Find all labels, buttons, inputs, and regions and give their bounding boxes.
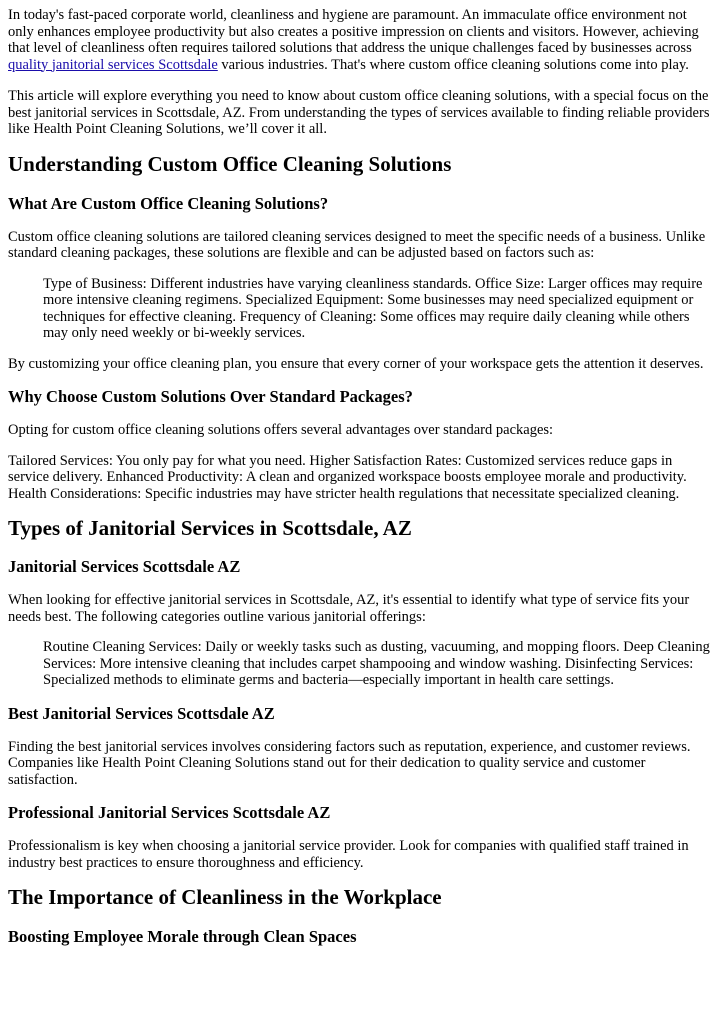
article <box>0 7 720 947</box>
heading-what-are: What Are Custom Office Cleaning Solutions? <box>8 193 329 213</box>
intro-text-after-link: various industries. That's where custom office cleaning solutions come into play. <box>217 56 689 73</box>
opting-paragraph: Opting for custom office cleaning solutions offers several advantages over standard packages: <box>8 422 554 438</box>
intro-text-before-link: In today's fast-paced corporate world, cleanliness and hygiene are paramount. An immaculate office environment not only enhances employee productivity but also creates a positive impression on clients and visitors. However, achieving that level of cleanliness often requires tailored solutions that address the unique challenges faced by businesses across <box>8 7 699 56</box>
customizing-paragraph: By customizing your office cleaning plan, you ensure that every corner of your workspace gets the attention it deserves. <box>8 355 704 372</box>
heading-understanding: Understanding Custom Office Cleaning Solutions <box>8 151 452 176</box>
overview-paragraph: This article will explore everything you need to know about custom office cleaning solutions, with a special focus on the best janitorial services in Scottsdale, AZ. From understanding the types of services available to finding reliable providers like Health Point Cleaning Solutions, we’ll cover it all. <box>8 88 710 137</box>
heading-professional-janitorial: Professional Janitorial Services Scottsdale AZ <box>8 803 331 822</box>
heading-types: Types of Janitorial Services in Scottsdale, AZ <box>8 516 412 540</box>
heading-janitorial-scottsdale: Janitorial Services Scottsdale AZ <box>8 557 241 576</box>
heading-importance: The Importance of Cleanliness in the Workplace <box>8 885 442 909</box>
intro-paragraph <box>8 7 712 73</box>
finding-paragraph: Finding the best janitorial services involves considering factors such as reputation, experience, and customer reviews. Companies like Health Point Cleaning Solutions stand out for their dedication to quality service and customer satisfaction. <box>8 738 691 788</box>
professionalism-paragraph: Professionalism is key when choosing a janitorial service provider. Look for companies with qualified staff trained in industry best practices to ensure thoroughness and efficiency. <box>8 838 689 871</box>
tailored-services-paragraph: Tailored Services: You only pay for what you need. Higher Satisfaction Rates: Customized services reduce gaps in service delivery. Enhanced Productivity: A clean and organized workspace boosts employee morale and productivity. Health Considerations: Specific industries may have stricter health regulations that necessitate specialized cleaning. <box>8 452 687 502</box>
what-are-paragraph: Custom office cleaning solutions are tailored cleaning services designed to meet the specific needs of a business. Unlike standard cleaning packages, these solutions are flexible and can be adjusted based on factors such as: <box>8 228 706 261</box>
heading-best-janitorial: Best Janitorial Services Scottsdale AZ <box>8 703 275 723</box>
when-looking-paragraph: When looking for effective janitorial services in Scottsdale, AZ, it's essential to identify what type of service fits your needs best. The following categories outline various janitorial offerings: <box>8 592 690 625</box>
factors-blockquote: Type of Business: Different industries have varying cleanliness standards. Office Size: Larger offices may require more intensive cleaning regimens. Specialized Equipment: Some businesses may need specialized equipment or techniques for effective cleaning. Frequency of Cleaning: Some offices may require daily cleaning while others may only need weekly or bi-weekly services. <box>43 275 703 341</box>
heading-boosting-morale: Boosting Employee Morale through Clean Spaces <box>8 927 357 946</box>
heading-why-choose: Why Choose Custom Solutions Over Standard Packages? <box>8 387 413 406</box>
quality-janitorial-link[interactable]: quality janitorial services Scottsdale <box>8 56 218 73</box>
services-blockquote: Routine Cleaning Services: Daily or weekly tasks such as dusting, vacuuming, and mopping floors. Deep Cleaning Services: More intensive cleaning that includes carpet shampooing and window washing. Disinfecting Services: Specialized methods to eliminate germs and bacteria—especially important in health care settings. <box>43 639 710 688</box>
